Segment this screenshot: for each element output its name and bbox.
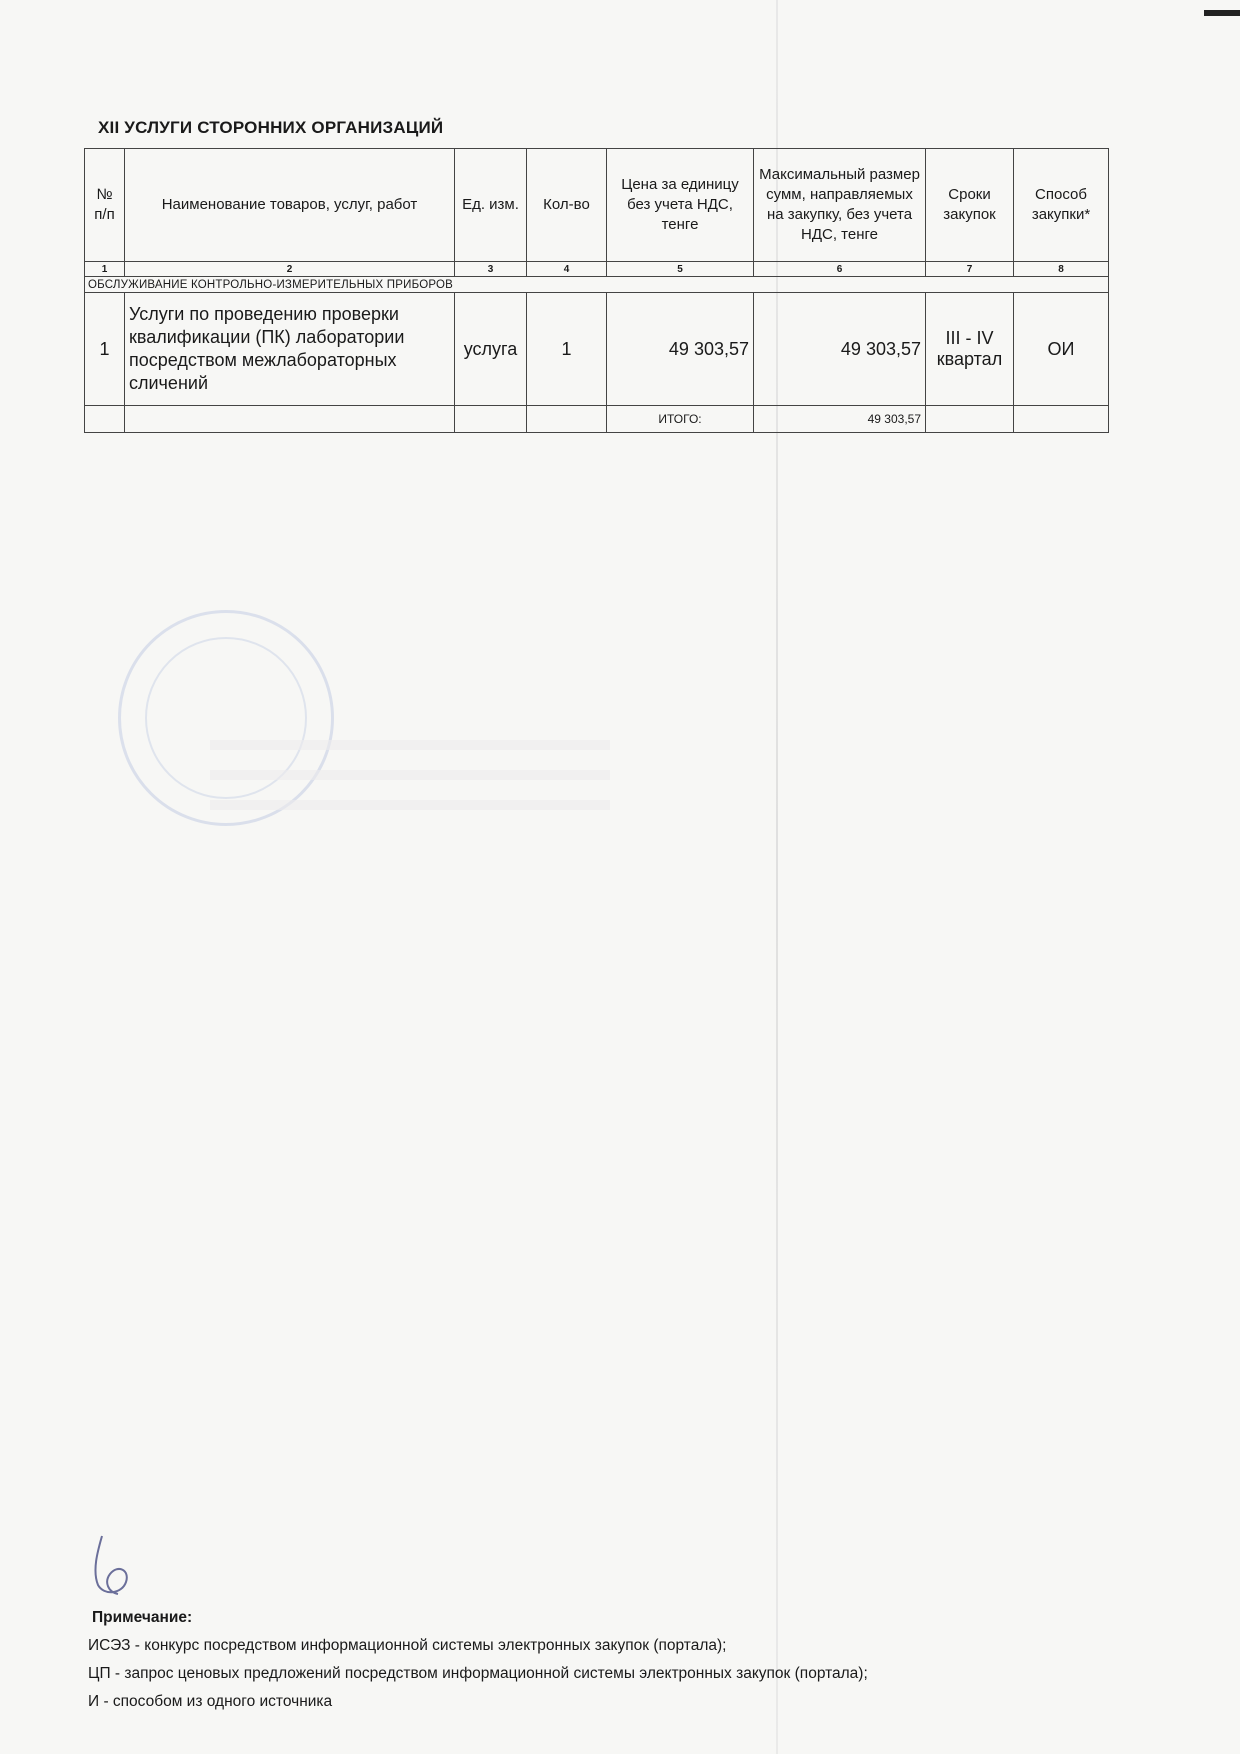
column-number: 1 bbox=[85, 262, 125, 277]
cell-period: III - IV квартал bbox=[926, 293, 1014, 406]
total-empty-cell bbox=[1014, 406, 1109, 433]
notes-title: Примечание: bbox=[92, 1609, 193, 1626]
header-cell-period: Сроки закупок bbox=[926, 149, 1014, 262]
total-label: ИТОГО: bbox=[607, 406, 754, 433]
cell-num: 1 bbox=[85, 293, 125, 406]
note-line: ИСЭЗ - конкурс посредством информационной системы электронных закупок (портала); bbox=[88, 1637, 727, 1654]
cell-unit: услуга bbox=[455, 293, 527, 406]
group-label: ОБСЛУЖИВАНИЕ КОНТРОЛЬНО-ИЗМЕРИТЕЛЬНЫХ ПРИБОРОВ bbox=[85, 277, 1109, 293]
scan-edge-mark bbox=[1204, 10, 1240, 16]
header-cell-method: Способ закупки* bbox=[1014, 149, 1109, 262]
column-number: 7 bbox=[926, 262, 1014, 277]
header-cell-num: № п/п bbox=[85, 149, 125, 262]
column-number: 8 bbox=[1014, 262, 1109, 277]
header-cell-qty: Кол-во bbox=[527, 149, 607, 262]
cell-method: ОИ bbox=[1014, 293, 1109, 406]
total-row bbox=[85, 406, 1109, 433]
header-cell-name: Наименование товаров, услуг, работ bbox=[125, 149, 455, 262]
cell-max-sum: 49 303,57 bbox=[754, 293, 926, 406]
column-number: 3 bbox=[455, 262, 527, 277]
column-number: 2 bbox=[125, 262, 455, 277]
table-row bbox=[85, 293, 1109, 406]
column-number-row bbox=[85, 262, 1109, 277]
header-row bbox=[85, 149, 1109, 262]
cell-price: 49 303,57 bbox=[607, 293, 754, 406]
total-value: 49 303,57 bbox=[754, 406, 926, 433]
column-number: 6 bbox=[754, 262, 926, 277]
note-line: ЦП - запрос ценовых предложений посредством информационной системы электронных закупок (портала); bbox=[88, 1665, 868, 1682]
note-line: И - способом из одного источника bbox=[88, 1693, 333, 1710]
column-number: 4 bbox=[527, 262, 607, 277]
group-row bbox=[85, 277, 1109, 293]
cell-name: Услуги по проведению проверки квалификации (ПК) лаборатории посредством межлабораторных сличений bbox=[125, 293, 455, 406]
total-empty-cell bbox=[455, 406, 527, 433]
notes-block bbox=[88, 1604, 868, 1716]
total-empty-cell bbox=[85, 406, 125, 433]
cell-qty: 1 bbox=[527, 293, 607, 406]
signature-mark bbox=[88, 1530, 148, 1600]
header-cell-unit: Ед. изм. bbox=[455, 149, 527, 262]
procurement-table bbox=[84, 148, 1109, 433]
header-cell-price: Цена за единицу без учета НДС, тенге bbox=[607, 149, 754, 262]
faded-bleed-through bbox=[210, 740, 610, 830]
header-cell-max-sum: Максимальный размер сумм, направляемых на закупку, без учета НДС, тенге bbox=[754, 149, 926, 262]
section-title: XII УСЛУГИ СТОРОННИХ ОРГАНИЗАЦИЙ bbox=[98, 118, 444, 137]
total-empty-cell bbox=[125, 406, 455, 433]
total-empty-cell bbox=[926, 406, 1014, 433]
column-number: 5 bbox=[607, 262, 754, 277]
total-empty-cell bbox=[527, 406, 607, 433]
